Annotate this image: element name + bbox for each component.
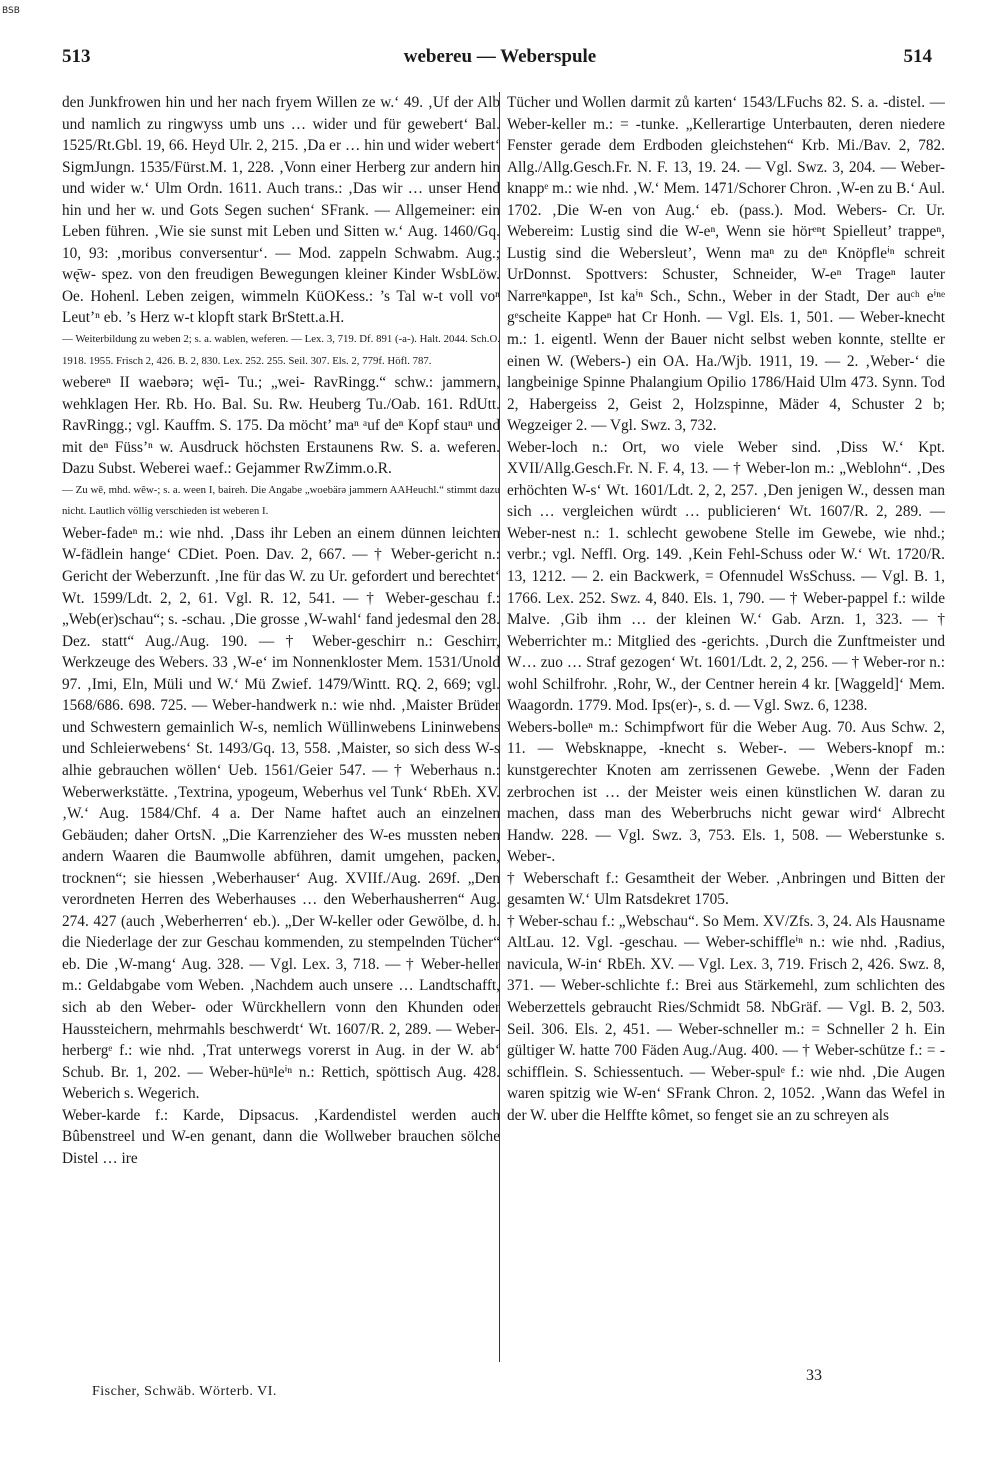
page-number-left: 513 — [62, 46, 91, 67]
entry-paragraph: webereⁿ II waebərə; wę̄i- Tu.; „wei- RavRingg.“ schw.: jammern, wehklagen Her. Rb. Ho. Bal. Su. Rw. Heuberg Tu./Oab. 161. RdUtt. RavRingg.; vgl. Kauffm. S. 175. Da möcht’ maⁿ ᵃuf deⁿ Kopf stauⁿ und mit deⁿ Füss’ⁿ w. Ausdruck höchsten Erstaunens Rw. S. a. weferen. Dazu Subst. Weberei waef.: Gejammer RwZimm.o.R. — [62, 374, 500, 478]
etymology-note: — Zu wē, mhd. wêw-; s. a. ween I, baireh. Die Angabe „woebärə jammern AAHeuchl.“ stimmt dazu nicht. Lautlich völlig verschieden ist weberen I. — [62, 483, 500, 518]
entry-paragraph: Weber-loch n.: Ort, wo viele Weber sind. ‚Diss W.‘ Kpt. XVII/Allg.Gesch.Fr. N. F. 4, 13. — † Weber-lon m.: „Weblohn“. ‚Des erhöchten W-s‘ Wt. 1601/Ldt. 2, 2, 257. ‚Den jenigen W., dessen man sich … vergleichen würdt … publicieren‘ Wt. 1607/R. 2, 289. — Weber-nest n.: 1. schlecht gewobene Stelle im Gewebe, wie nhd.; verbr.; vgl. Neffl. Org. 149. ‚Kein Fehl-Schuss oder W.‘ Wt. 1720/R. 13, 1212. — 2. ein Backwerk, = Ofennudel WsSchuss. — Vgl. B. 1, 1766. Lex. 252. Swz. 4, 840. Els. 1, 790. — † Weber-pappel f.: wilde Malve. ‚Gib ihm … der kleinen W.‘ Gab. Arzn. 1, 323. — † Weberrichter m.: Mitglied des -gerichts. ‚Durch die Zunftmeister und W… zuo … Straf gezogen‘ Wt. 1601/Ldt. 2, 2, 256. — † Weber-ror n.: wohl Schilfrohr. ‚Rohr, W., der Centner herein 4 kr. [Waggeld]‘ Mem. Waagordn. 1779. Mod. Ips(er)-, s. d. — Vgl. Swz. 6, 1238. — [507, 438, 945, 715]
library-stamp: BSB — [2, 6, 20, 16]
entry-paragraph: den Junkfrowen hin und her nach fryem Willen ze w.‘ 49. ‚Uf der Alb und namlich zu ringwyss umb uns … wider und für gewebert‘ Bal. 1525/Rt.Gbl. 19, 66. Heyd Ulr. 2, 215. ‚Da er … hin und wider webert‘ SigmJungn. 1535/Fürst.M. 1, 228. ‚Vonn einer Herberg zur andern hin und wider w.‘ Ulm Ordn. 1611. Auch trans.: ‚Das wir … unser Hend hin und her w. und Gots Segen suchen‘ SFrank. — Allgemeiner: ein Leben führen. ‚Wie sie sunst mit Leben und Sitten w.‘ Aug. 1460/Gq. 10, 93: ‚moribus conversentur‘. — Mod. zappeln Schwabm. Aug.; wę̄w- spez. von den freudigen Bewegungen kleiner Kinder WsbLöw. Oe. Hohenl. Leben zeigen, wimmeln KüOKess.: ’s Tal w-t voll voⁿ Leut’ⁿ eb. ’s Herz w-t klopft stark BrStett.a.H. — [62, 94, 500, 327]
running-headword: webereu — Weberspule — [403, 46, 597, 67]
entry-paragraph: † Weberschaft f.: Gesamtheit der Weber. ‚Anbringen und Bitten der gesamten W.‘ Ulm Ratsdekret 1705. — [507, 869, 945, 909]
sheet-number: 33 — [806, 1367, 822, 1384]
right-column — [507, 92, 945, 1367]
column-divider — [499, 92, 500, 1362]
entry-paragraph: † Weber-schau f.: „Webschau“. So Mem. XV/Zfs. 3, 24. Als Hausname AltLau. 12. Vgl. -geschau. — Weber-schiffleⁱⁿ n.: wie nhd. ‚Radius, navicula, W-in‘ RbEh. XV. — Vgl. Lex. 3, 719. Frisch 2, 426. Swz. 8, 371. — Weber-schlichte f.: Brei aus Stärkemehl, zum schlichten des Weberzettels gebraucht Ries/Schmidt 58. NbGräf. — Vgl. B. 2, 503. Seil. 306. Els. 2, 451. — Weber-schneller m.: = Schneller 2 h. Ein gültiger W. hatte 700 Fäden Aug./Aug. 400. — † Weber-schütze f.: = -schifflein. S. Schiessentuch. — Weber-spulᵉ f.: wie nhd. ‚Die Augen waren spitzig wie W-en‘ SFrank Chron. 2, 1052. ‚Wann das Wefel in der W. uber die Helffte kômet, so fenget sie an zu schreyen als — [507, 912, 945, 1124]
entry-paragraph: Weber-karde f.: Karde, Dipsacus. ‚Kardendistel werden auch Bûbenstreel und W-en genant, dann die Wollweber brauchen sölche Distel … ire — [62, 1106, 500, 1167]
left-column — [62, 92, 500, 1367]
etymology-note: — Weiterbildung zu weben 2; s. a. wablen, weferen. — Lex. 3, 719. Df. 891 (-a-). Halt. 2044. Sch.O. 1918. 1955. Frisch 2, 426. B. 2, 830. Lex. 252. 255. Seil. 307. Els. 2, 779f. Höfl. 787. — [62, 333, 500, 367]
footer-signature: Fischer, Schwäb. Wörterb. VI. — [92, 1384, 277, 1399]
entry-paragraph: Weber-fadeⁿ m.: wie nhd. ‚Dass ihr Leben an einem dünnen leichten W-fädlein hange‘ CDiet. Poen. Dav. 2, 667. — † Weber-gericht n.: Gericht der Weberzunft. ‚Ine für das W. zu Ur. gefordert und berechtet‘ Wt. 1599/Ldt. 2, 2, 61. Vgl. R. 12, 541. — † Weber-geschau f.: „Web(er)schau“; s. -schau. ‚Die grosse ‚W-wahl‘ fand jedesmal den 28. Dez. statt“ Aug./Aug. 190. — † Weber-geschirr n.: Geschirr, Werkzeuge des Webers. 33 ‚W-e‘ im Nonnenkloster Mem. 1531/Unold 97. ‚Imi, Eln, Müli und W.‘ Mü Zwief. 1479/Wintt. RQ. 2, 669; vgl. 1568/686. 698. 725. — Weber-handwerk n.: wie nhd. ‚Maister Brüder und Schwestern gemainlich W-s, nemlich Wüllinwebens Lininwebens und Schleierwebens‘ St. 1493/Gq. 13, 558. ‚Maister, so sich dess W-s alhie gebrauchen wöllen‘ Ueb. 1561/Geier 547. — † Weberhaus n.: Weberwerkstätte. ‚Textrina, ypogeum, Weberhus vel Tunk‘ RbEh. XV. ‚W.‘ Aug. 1584/Chf. 4 a. Der Name haftet auch an einzelnen Gebäuden; daher OrtsN. „Die Karrenzieher des W-es mussten neben andern Waaren die Baumwolle abführen, damit umgehen, packen, trocknen“; sie hiessen ‚Weberhauser‘ Aug. XVIIf./Aug. 269f. „Den verordneten Herren des Weberhauses … den Weberhausherren“ Aug. 274. 427 (auch ‚Weberherren‘ eb.). „Der W-keller oder Gewölbe, d. h. die Niederlage der zur Geschau kommenden, zu stempelnden Tücher“ eb. Die ‚W-mang‘ Aug. 328. — Vgl. Lex. 3, 718. — † Weber-heller m.: Geldabgabe vom Weben. ‚Nachdem auch unsere … Landtschafft, sich ab den Weber- oder Würckhellern vonn den Khunden oder Haussteichern, mehrmahls beschwerdt‘ Wt. 1607/R. 2, 289. — Weber-herbergᵉ f.: wie nhd. ‚Trat unterwegs vorerst in Aug. in der W. ab‘ Schub. Br. 1, 202. — Weber-hüⁿleⁱⁿ n.: Rettich, spöttisch Aug. 428. Weberich s. Wegerich. — [62, 524, 500, 1103]
page-number-right: 514 — [903, 46, 932, 67]
entry-paragraph: Tücher und Wollen darmit zů karten‘ 1543/LFuchs 82. S. a. -distel. — Weber-keller m.: = -tunke. „Kellerartige Unterbauten, deren niedere Fenster gerade dem Erdboden gleichstehen“ Krb. Mi./Bav. 2, 782. Allg./Allg.Gesch.Fr. N. F. 13, 19. 24. — Vgl. Swz. 3, 204. — Weber-knappᵉ m.: wie nhd. ‚W.‘ Mem. 1471/Schorer Chron. ‚W-en zu B.‘ Aul. 1702. ‚Die W-en von Aug.‘ eb. (pass.). Mod. Webers- Cr. Ur. Webereim: Lustig sind die W-eⁿ, Wenn sie hörᵉⁿt Spielleut’ trappeⁿ, Lustig sind die Webersleut’, Wenn maⁿ zu deⁿ Knöpfleⁱⁿ schreit UrDonnst. Spottvers: Schuster, Schneider, W-eⁿ Trageⁿ lauter Narreⁿkappeⁿ, Ist kaⁱⁿ Sch., Schn., Weber in der Stadt, Der auᶜʰ eⁱⁿᵉ gᵉscheite Kappeⁿ hat Cr Honh. — Vgl. Els. 1, 501. — Weber-knecht m.: 1. eigentl. Wenn der Bauer nicht selbst weben konnte, stellte er einen W. (Webers-) ein OA. Ha./Wjb. 1911, 19. — 2. ‚Weber-‘ die langbeinige Spinne Phalangium Opilio 1786/Haid Ulm 473. Synn. Tod 2, Habergeiss 2, Geist 2, Holzspinne, Mäder 4, Schuster 2 b; Wegzeiger 2. — Vgl. Swz. 3, 732. — [507, 94, 945, 435]
entry-paragraph: Webers-bolleⁿ m.: Schimpfwort für die Weber Aug. 70. Aus Schw. 2, 11. — Websknappe, -knecht s. Weber-. — Webers-knopf m.: kunstgerechter Knoten am zerrissenen Gewebe. ‚Wenn der Faden zerbrochen ist … der Meister weis einen künstlichen W. daran zu machen, dass man des Weberbruchs nicht gewar wird‘ Albrecht Handw. 228. — Vgl. Swz. 3, 753. Els. 1, 508. — Weberstunke s. Weber-. — [507, 718, 945, 866]
